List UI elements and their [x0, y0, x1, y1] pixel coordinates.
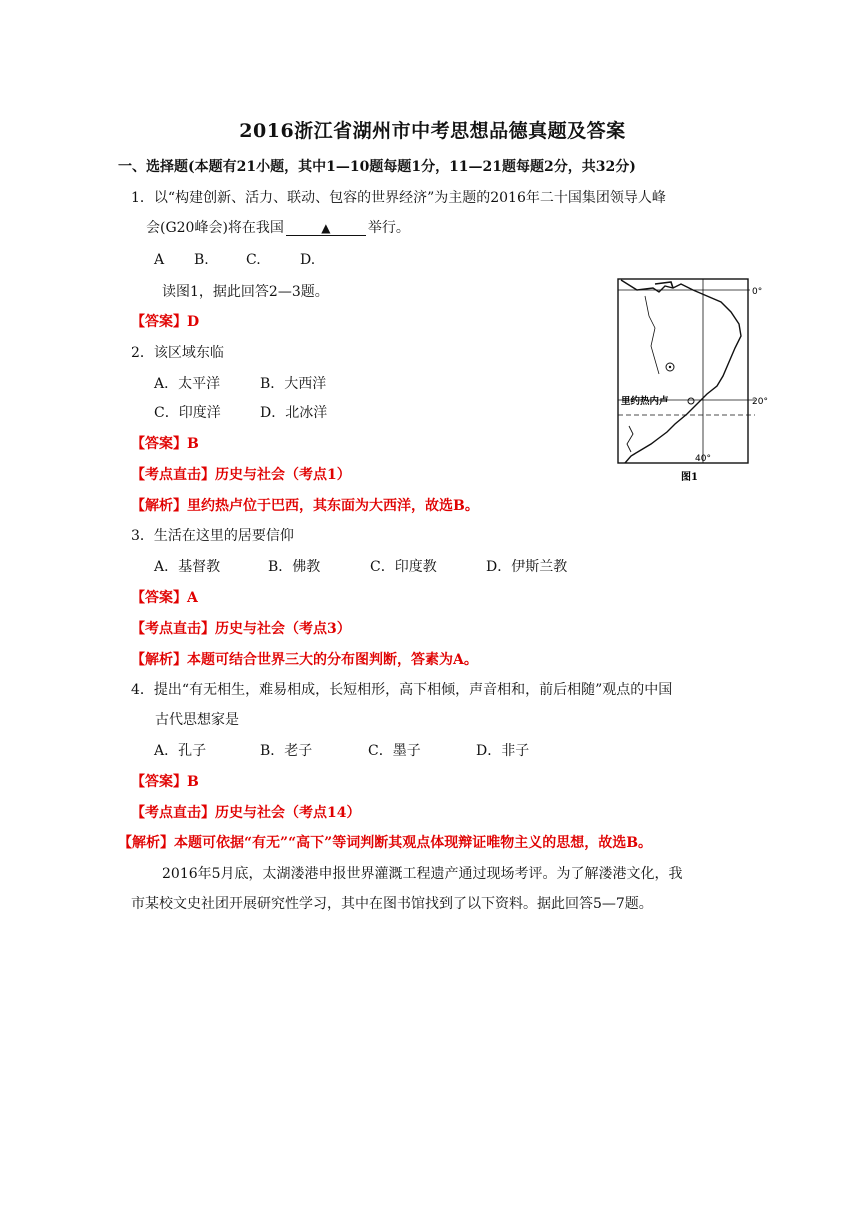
point-2: 【考点直击】历史与社会（考点1）: [131, 467, 351, 483]
q2-stem: 2．该区域东临: [131, 345, 224, 361]
q3-option-b: B．佛教: [268, 559, 321, 575]
q1-option-b: B.: [194, 252, 209, 268]
analysis-2: 【解析】里约热卢位于巴西，其东面为大西洋，故选B。: [131, 498, 479, 514]
q2-option-c: C．印度洋: [154, 405, 221, 421]
q2-option-b: B．大西洋: [260, 376, 327, 392]
point-3: 【考点直击】历史与社会（考点3）: [131, 621, 351, 637]
south-america-map: [615, 276, 771, 488]
analysis-3: 【解析】本题可结合世界三大的分布图判断，答素为A。: [131, 652, 478, 668]
q3-options: [154, 558, 567, 576]
q1-stem-line1: 1．以“构建创新、活力、联动、包容的世界经济”为主题的2016年二十国集团领导人峰: [131, 190, 666, 206]
page-title: 2016浙江省湖州市中考思想品德真题及答案: [239, 120, 626, 142]
q2-option-d: D．北冰洋: [260, 405, 328, 421]
answer-4: 【答案】B: [131, 774, 199, 790]
label-latitude-20: 20°: [752, 397, 768, 407]
map-caption: 图1: [681, 472, 698, 483]
context-paragraph-line2: 市某校文史社团开展研究性学习，其中在图书馆找到了以下资料。据此回答5—7题。: [131, 896, 653, 912]
q1-stem-post: 举行。: [367, 220, 410, 236]
q1-option-d: D.: [300, 252, 316, 268]
q4-option-c: C．墨子: [368, 743, 421, 759]
answer-2: 【答案】B: [131, 436, 199, 452]
label-city: 里约热内卢: [621, 396, 669, 407]
q1-option-c: C.: [246, 252, 261, 268]
read-instruction: 读图1，据此回答2—3题。: [162, 284, 329, 300]
q4-option-d: D．非子: [476, 743, 530, 759]
q4-stem-line2: 古代思想家是: [155, 712, 239, 728]
label-latitude-0: 0°: [752, 287, 763, 297]
q4-option-b: B．老子: [260, 743, 313, 759]
q1-option-a: A: [154, 252, 165, 268]
q2-options-row2: [154, 404, 327, 422]
q1-answer-blank: [286, 221, 366, 236]
q4-option-a: A．孔子: [154, 743, 207, 759]
q3-stem: 3．生活在这里的居要信仰: [131, 528, 294, 544]
q3-option-d: D．伊斯兰教: [486, 559, 568, 575]
map-frame: [618, 279, 748, 463]
q3-option-a: A．基督教: [154, 559, 221, 575]
q1-options: [154, 251, 315, 269]
q2-option-a: A．太平洋: [154, 376, 221, 392]
q4-stem-line1: 4．提出“有无相生，难易相成，长短相形，高下相倾，声音相和，前后相随”观点的中国: [131, 682, 673, 698]
answer-1: 【答案】D: [131, 314, 200, 330]
q1-stem-pre: 会(G20峰会)将在我国: [146, 220, 284, 236]
triangle-mark-icon: ▲: [321, 221, 331, 235]
q2-options-row1: [154, 375, 326, 393]
q1-stem-line2: [146, 219, 410, 237]
analysis-4: 【解析】本题可依据“有无”“高下”等词判断其观点体现辩证唯物主义的思想，故选B。: [118, 835, 653, 851]
answer-3: 【答案】A: [131, 590, 198, 606]
q4-options: [154, 742, 529, 760]
context-paragraph-line1: 2016年5月底，太湖溇港申报世界灌溉工程遗产通过现场考评。为了解溇港文化，我: [162, 866, 683, 882]
section-heading: 一、选择题(本题有21小题，其中1—10题每题1分，11—21题每题2分，共32分): [118, 159, 636, 175]
point-4: 【考点直击】历史与社会（考点14）: [131, 805, 361, 821]
capital-dot-icon: [669, 366, 671, 368]
label-longitude-40: 40°: [695, 454, 711, 464]
q3-option-c: C．印度教: [370, 559, 437, 575]
